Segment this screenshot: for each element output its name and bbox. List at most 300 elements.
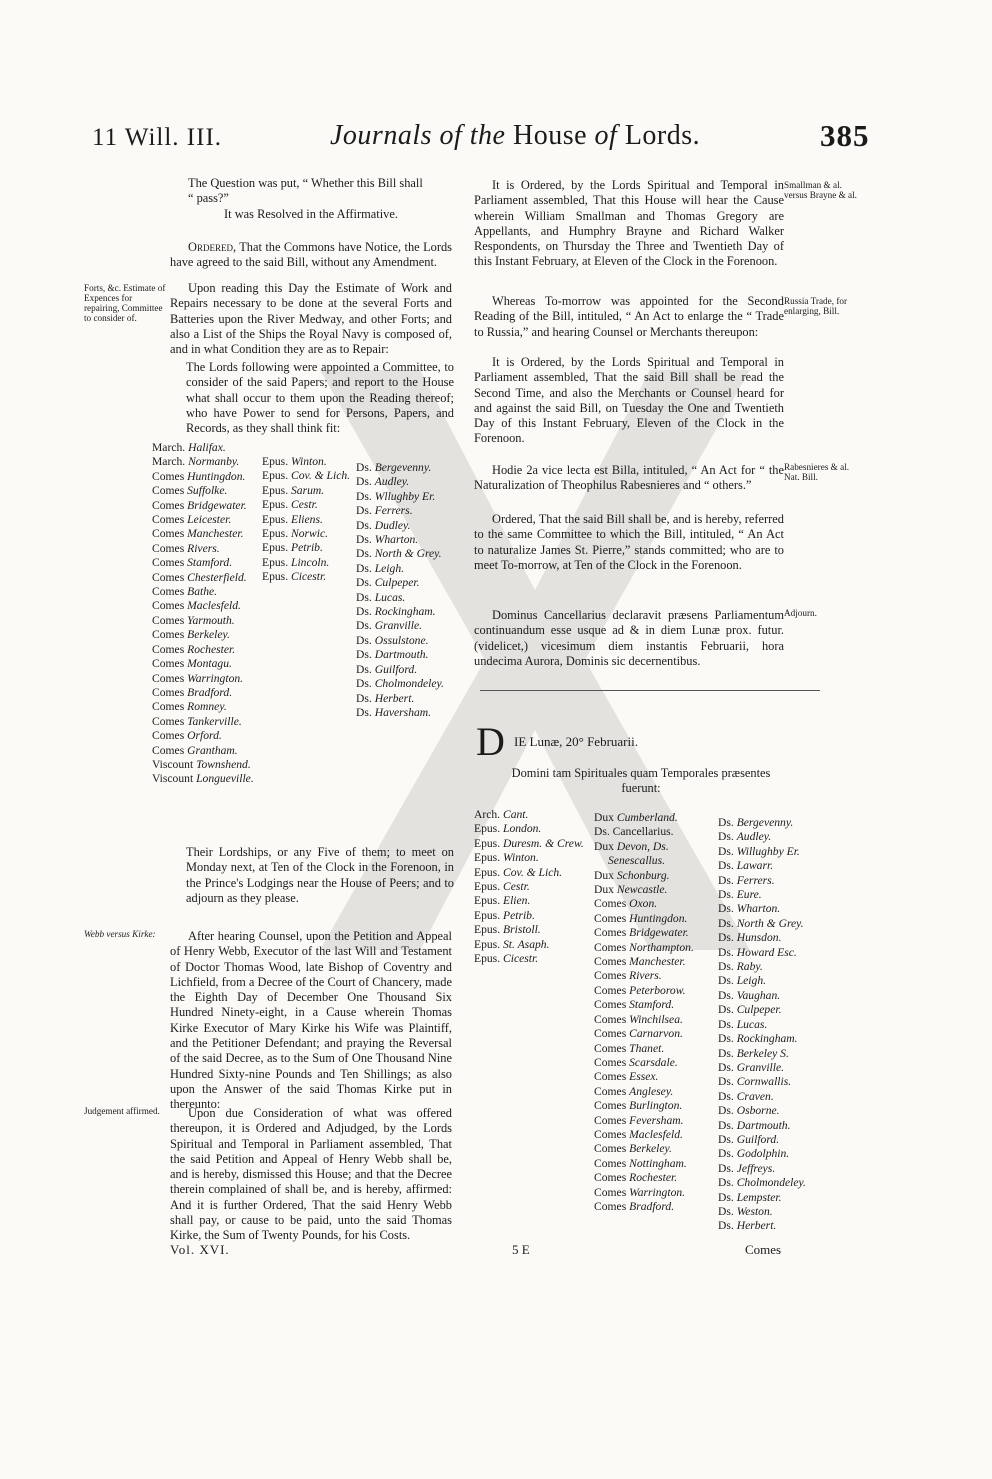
list-item-title: Ds.	[356, 461, 372, 474]
title-house: House	[513, 120, 588, 151]
list-item-title: Comes	[594, 911, 627, 925]
margin-note-webb: Webb versus Kirke:	[84, 929, 156, 939]
russia-para	[474, 294, 784, 340]
lordships-para	[186, 845, 454, 906]
list-item-name: Bathe.	[187, 585, 218, 599]
list-item-name: Herbert.	[736, 1219, 777, 1233]
list-item-title: Epus.	[262, 570, 289, 584]
webb-text: After hearing Counsel, upon the Petition and Appeal of Henry Webb, Executor of the last Will and Testament of Doctor Thomas Wood, late Bishop of Coventry and Lichfield, from a Decree of the Court of Chancery, made the Eighth Day of December One Thousand Six Hundred Ninety-eight, in a Cause wherein Thomas Kirke Executor of Mary Kirke his Wife was Plaintiff, and the Petitioner Defendant; and praying the Reversal of the said Decree, as to the Sum of One Thousand Nine Hundred Sixty-nine Pounds and Ten Shillings; as also upon the Answer of the said Thomas Kirke put in thereunto:	[170, 929, 452, 1112]
list-item-title: Epus.	[474, 894, 501, 908]
list-item	[718, 1061, 826, 1075]
list-item	[356, 663, 460, 677]
list-item-name: Berkeley.	[187, 628, 230, 642]
russia-order-text: It is Ordered, by the Lords Spiritual and Temporal in Parliament assembled, That the said Bill shall be read the Second Time, and also the Merchants or Counsel heard for and against the said Bill, on Tuesday the One and Twentieth Day of this Instant February, Eleven of the Clock in the Forenoon.	[474, 355, 784, 446]
list-item-title: Ds.	[356, 533, 372, 547]
list-item-title: Viscount	[152, 757, 194, 771]
list-item-title: Ds.	[718, 1046, 734, 1060]
list-item	[474, 952, 586, 966]
list-item-title: Ds.	[356, 475, 372, 489]
list-item-name: Petrib.	[291, 541, 323, 555]
list-item	[718, 845, 826, 859]
list-item-name: Bergevenny.	[374, 461, 432, 474]
committee-barons-list	[356, 461, 460, 720]
judgement-text: Upon due Consideration of what was offered thereupon, it is Ordered and Adjudged, by the Lords Spiritual and Temporal in Parliament assembled, That the said Petition and Appeal of Henry Webb shall be, and is hereby, dismissed this House; and that the Decree therein complained of shall be, and is hereby, affirmed: And it is further Ordered, That the said Henry Webb shall pay, or cause to be paid, unto the said Thomas Kirke, the Sum of Twenty Pounds, for his Costs.	[170, 1106, 452, 1243]
list-item-title: Ds.	[718, 1118, 734, 1132]
list-item	[356, 475, 460, 489]
list-item	[152, 599, 260, 613]
list-item	[262, 513, 352, 527]
question-line-1: The Question was put, “ Whether this Bill shall	[188, 176, 423, 190]
list-item	[718, 1176, 826, 1190]
list-item	[594, 1200, 712, 1214]
list-item-name: Warrington.	[629, 1185, 686, 1199]
list-item-title: Arch.	[474, 808, 501, 821]
list-item	[152, 758, 260, 772]
list-item-title: Comes	[152, 556, 185, 570]
list-item-title: Ds.	[356, 547, 372, 561]
list-item-title: Ds.	[718, 1060, 734, 1074]
list-item	[718, 1147, 826, 1161]
committee-para	[186, 360, 454, 436]
list-item	[356, 547, 460, 561]
list-item	[356, 677, 460, 691]
list-item-title: Comes	[152, 743, 185, 757]
list-item-title: Ds.	[718, 902, 734, 916]
list-item-title: Ds.	[718, 960, 734, 974]
list-item-title: Ds.	[718, 1219, 734, 1233]
list-item	[594, 998, 712, 1012]
list-item-title: Dux	[594, 883, 614, 897]
list-item	[594, 825, 712, 839]
list-item-title: Epus.	[474, 822, 501, 836]
list-item	[594, 1128, 712, 1142]
list-item-name: Cicestr.	[291, 570, 327, 584]
list-item	[718, 1018, 826, 1032]
list-item-name: Maclesfeld.	[187, 599, 241, 613]
list-item-title: Ds.	[356, 576, 372, 590]
list-item-title: Ds.	[356, 677, 372, 691]
list-item-name: Culpeper.	[736, 1003, 782, 1017]
dropcap-letter: D	[476, 719, 505, 764]
smallman-text: It is Ordered, by the Lords Spiritual and Temporal in Parliament assembled, That this House will hear the Cause wherein William Smallman and Thomas Gregory are Appellants, and Humphry Brayne and Richard Walker Respondents, on Thursday the Three and Twentieth Day of this Instant February, at Eleven of the Clock in the Forenoon.	[474, 178, 784, 269]
volume-number: Vol. XVI.	[170, 1242, 230, 1257]
list-item	[718, 874, 826, 888]
margin-note-judgement: Judgement affirmed.	[84, 1106, 160, 1116]
list-item-name: Bridgewater.	[187, 498, 247, 512]
present-heading-text: Domini tam Spirituales quam Temporales præsentes fuerunt:	[511, 766, 771, 796]
running-head-regnal-year: 11 Will. III.	[92, 124, 223, 151]
list-item-name: Winchilsea.	[629, 1012, 683, 1026]
list-item-name: Cholmondeley.	[374, 677, 444, 691]
list-item-name: Wllughby Er.	[374, 489, 436, 503]
list-item-name: Longueville.	[196, 772, 254, 786]
list-item	[152, 744, 260, 758]
list-item	[152, 729, 260, 743]
list-item-name: Bergevenny.	[736, 816, 794, 829]
list-item-title: Comes	[152, 513, 185, 527]
list-item-name: Audley.	[736, 830, 772, 844]
list-item-name: Peterborow.	[629, 983, 686, 997]
list-item-name: Elien.	[503, 894, 531, 908]
list-item	[474, 909, 586, 923]
list-item	[474, 923, 586, 937]
list-item	[718, 917, 826, 931]
list-item-title: Dux	[594, 811, 614, 824]
list-item	[152, 715, 260, 729]
list-item	[152, 499, 260, 513]
list-item-name: Herbert.	[374, 691, 415, 705]
list-item-title: Comes	[594, 1012, 627, 1026]
list-item-title: Comes	[152, 585, 185, 599]
list-item	[474, 880, 586, 894]
list-item-name: Granville.	[736, 1060, 785, 1074]
list-item-name: St. Asaph.	[503, 937, 550, 951]
list-item-title: Viscount	[152, 772, 194, 786]
list-item	[152, 772, 260, 786]
list-item-name: Ossulstone.	[374, 633, 429, 647]
list-item-name: Cov. & Lich.	[503, 865, 563, 879]
page-number: 385	[820, 118, 870, 153]
webb-para	[170, 929, 452, 1113]
question-block	[170, 176, 452, 222]
list-item-title: Ds.	[356, 705, 372, 719]
list-item-title: March.	[152, 455, 186, 469]
list-item-name: Eliens.	[291, 512, 323, 526]
list-item	[718, 1162, 826, 1176]
ordered-commons-text: , That the Commons have Notice, the Lords have agreed to the said Bill, without any Amendment.	[170, 240, 452, 270]
list-item-name: Audley.	[374, 475, 410, 489]
list-item-name: Raby.	[736, 960, 763, 974]
list-item-title: Comes	[152, 714, 185, 728]
present-barons-list	[718, 816, 826, 1234]
list-item	[594, 897, 712, 911]
list-item	[474, 822, 586, 836]
list-item-title: Comes	[152, 700, 185, 714]
list-item-name: Howard Esc.	[736, 945, 797, 959]
list-item	[594, 941, 712, 955]
list-item-name: Hunsdon.	[736, 931, 782, 945]
margin-note-smallman: Smallman & al. versus Brayne & al.	[784, 180, 857, 200]
list-item-name: London.	[503, 822, 542, 836]
list-item	[356, 619, 460, 633]
list-item	[262, 469, 352, 483]
list-item	[594, 1070, 712, 1084]
list-item-name: Leigh.	[736, 974, 767, 988]
list-item-title: Epus.	[262, 498, 289, 512]
title-lords: Lords.	[624, 120, 701, 151]
list-item-title: Comes	[594, 926, 627, 940]
list-item-name: Leicester.	[187, 513, 232, 527]
list-item-title: Epus.	[262, 455, 289, 468]
list-item	[152, 628, 260, 642]
list-item-title: Ds.	[718, 1089, 734, 1103]
list-item-name: Chesterfield.	[187, 570, 247, 584]
list-item-title: Ds.	[718, 1204, 734, 1218]
list-item-name: Lincoln.	[291, 555, 330, 569]
list-item-name: Stamford.	[629, 998, 675, 1012]
list-item	[474, 894, 586, 908]
list-item	[356, 692, 460, 706]
list-item-name: Oxon.	[629, 897, 658, 911]
list-item-name: Berkeley S.	[736, 1046, 789, 1060]
rabesnieres-para	[474, 463, 784, 494]
date-heading: IE Lunæ, 20° Februarii.	[514, 734, 638, 749]
list-item-title: Ds. Cancellarius.	[594, 825, 674, 839]
list-item-title: Comes	[594, 955, 627, 969]
list-item	[594, 1186, 712, 1200]
list-item-name: Feversham.	[629, 1113, 684, 1127]
list-item-title: Ds.	[718, 888, 734, 902]
list-item	[594, 1085, 712, 1099]
list-item-name: Cestr.	[503, 880, 530, 894]
list-item	[474, 808, 586, 822]
list-item-name: Cov. & Lich.	[291, 469, 351, 483]
list-item-title: Comes	[152, 628, 185, 642]
list-item-title: Comes	[594, 1156, 627, 1170]
list-item	[474, 851, 586, 865]
list-item-title: Ds.	[356, 590, 372, 604]
list-item	[718, 989, 826, 1003]
list-item	[356, 634, 460, 648]
question-line-2: “ pass?”	[188, 191, 229, 206]
list-item	[152, 672, 260, 686]
list-item-title: Comes	[594, 969, 627, 983]
list-item-name: Grantham.	[187, 743, 238, 757]
list-item-name: Nottingham.	[629, 1156, 687, 1170]
list-item-name: Cumberland.	[616, 811, 678, 824]
list-item-title: Comes	[152, 671, 185, 685]
list-item-title: Ds.	[356, 691, 372, 705]
russia-text: Whereas To-morrow was appointed for the Second Reading of the Bill, intituled, “ An Act to enlarge the “ Trade to Russia,” and hearing Counsel or Merchants thereupon:	[474, 294, 784, 339]
list-item	[152, 585, 260, 599]
list-item-title: Comes	[152, 498, 185, 512]
list-item	[356, 591, 460, 605]
list-item-title: Ds.	[718, 1147, 734, 1161]
list-item-name: Leigh.	[374, 561, 405, 575]
list-item-name: Yarmouth.	[187, 613, 235, 627]
list-item	[594, 912, 712, 926]
committee-earls-list	[152, 441, 260, 787]
list-item-title: Dux	[594, 868, 614, 882]
list-item-name: Huntingdon.	[187, 469, 246, 483]
list-item	[718, 1205, 826, 1219]
list-item-name: Devon, Ds. Senescallus.	[608, 839, 669, 868]
list-item	[152, 571, 260, 585]
list-item	[718, 1191, 826, 1205]
list-item-title: Ds.	[718, 988, 734, 1002]
list-item-name: Godolphin.	[736, 1147, 790, 1161]
list-item-name: Sarum.	[291, 483, 325, 497]
list-item-name: Suffolke.	[187, 484, 228, 498]
list-item	[718, 931, 826, 945]
list-item-name: Lucas.	[736, 1017, 768, 1031]
list-item-title: Ds.	[356, 662, 372, 676]
list-item-name: Essex.	[629, 1070, 659, 1084]
list-item-name: Wharton.	[374, 533, 419, 547]
list-item	[718, 1104, 826, 1118]
list-item	[152, 542, 260, 556]
list-item-name: Manchester.	[187, 527, 244, 541]
list-item-title: Comes	[152, 599, 185, 613]
list-item-name: Cestr.	[291, 498, 318, 512]
list-item	[356, 519, 460, 533]
list-item-title: Ds.	[718, 1161, 734, 1175]
list-item	[262, 541, 352, 555]
list-item-title: Epus.	[262, 541, 289, 555]
list-item	[718, 816, 826, 830]
list-item-name: Lempster.	[736, 1190, 782, 1204]
list-item-name: Wharton.	[736, 902, 781, 916]
list-item	[594, 1114, 712, 1128]
list-item	[474, 837, 586, 851]
list-item-title: Comes	[152, 484, 185, 498]
list-item	[718, 859, 826, 873]
list-item-title: Comes	[594, 1185, 627, 1199]
list-item-name: Newcastle.	[616, 883, 668, 897]
list-item	[152, 643, 260, 657]
list-item	[718, 1032, 826, 1046]
list-item-name: Norwic.	[291, 527, 329, 541]
title-of: of	[594, 120, 618, 151]
list-item-name: Burlington.	[629, 1099, 683, 1113]
margin-note-forts: Forts, &c. Estimate of Expences for repairing, Committee to consider of.	[84, 283, 166, 323]
list-item	[474, 866, 586, 880]
list-item-title: Ds.	[718, 1003, 734, 1017]
list-item-name: Eure.	[736, 888, 762, 902]
list-item-title: Ds.	[718, 1132, 734, 1146]
list-item-title: Ds.	[718, 1190, 734, 1204]
list-item-name: Manchester.	[629, 955, 686, 969]
list-item-name: Bradford.	[187, 685, 233, 699]
list-item	[152, 686, 260, 700]
title-of-the: of the	[439, 120, 506, 151]
list-item-title: Ds.	[356, 605, 372, 619]
list-item	[152, 470, 260, 484]
signature-mark: 5 E	[512, 1242, 530, 1257]
forts-text: Upon reading this Day the Estimate of Work and Repairs necessary to be done at the several Forts and Batteries upon the River Medway, and other Forts; and also a List of the Ships the Royal Navy is composed of, and in what Condition they are as to Repair:	[170, 281, 452, 357]
smallman-para	[474, 178, 784, 270]
catchword: Comes	[745, 1242, 782, 1257]
list-item-title: Ds.	[718, 1075, 734, 1089]
list-item	[262, 484, 352, 498]
list-item-name: Weston.	[736, 1204, 773, 1218]
list-item	[262, 455, 352, 469]
list-item-title: Epus.	[262, 512, 289, 526]
list-item-title: Ds.	[356, 648, 372, 662]
list-item-name: Osborne.	[736, 1104, 780, 1118]
list-item-name: Granville.	[374, 619, 423, 633]
list-item-title: Ds.	[718, 873, 734, 887]
ordered-word: Ordered	[188, 240, 233, 254]
committed-para	[474, 512, 784, 573]
margin-note-russia: Russia Trade, for enlarging, Bill.	[784, 296, 848, 316]
list-item-title: Dux	[594, 839, 614, 853]
list-item	[152, 484, 260, 498]
list-item-title: Ds.	[718, 1104, 734, 1118]
list-item-title: Ds.	[718, 1032, 734, 1046]
list-item-name: Huntingdon.	[629, 911, 688, 925]
list-item-title: Epus.	[262, 527, 289, 541]
list-item-name: Haversham.	[374, 705, 432, 719]
list-item	[594, 926, 712, 940]
list-item	[356, 490, 460, 504]
list-item-name: Ferrers.	[736, 873, 775, 887]
list-item-name: Culpeper.	[374, 576, 420, 590]
present-peers-list	[594, 811, 712, 1214]
list-item-title: Ds.	[356, 489, 372, 503]
list-item-name: North & Grey.	[374, 547, 442, 561]
list-item-title: Comes	[594, 1113, 627, 1127]
list-item-title: Comes	[594, 1027, 627, 1041]
list-item-title: March.	[152, 441, 186, 454]
list-item-name: Montagu.	[187, 657, 232, 671]
list-item	[356, 648, 460, 662]
list-item-title: Comes	[152, 729, 185, 743]
list-item-name: Dartmouth.	[736, 1118, 791, 1132]
list-item-name: Scarsdale.	[629, 1055, 678, 1069]
list-item	[594, 1099, 712, 1113]
list-item	[152, 657, 260, 671]
list-item-name: Schonburg.	[616, 868, 670, 882]
list-item-title: Comes	[594, 1171, 627, 1185]
list-item-name: Winton.	[291, 455, 327, 468]
list-item-name: Bridgewater.	[629, 926, 689, 940]
list-item-name: Berkeley.	[629, 1142, 672, 1156]
list-item	[152, 441, 260, 455]
list-item-name: Guilford.	[736, 1132, 780, 1146]
list-item-name: Willughby Er.	[736, 844, 800, 858]
list-item-name: Maclesfeld.	[629, 1127, 683, 1141]
list-item-title: Comes	[152, 613, 185, 627]
list-item-title: Epus.	[474, 908, 501, 922]
list-item-name: Bristoll.	[503, 923, 541, 937]
list-item-name: Romney.	[187, 700, 227, 714]
list-item-name: Duresm. & Crew.	[503, 836, 584, 850]
list-item-title: Ds.	[356, 561, 372, 575]
list-item-name: Townshend.	[196, 757, 251, 771]
adjourn-para	[474, 608, 784, 669]
list-item-name: Rochester.	[187, 642, 236, 656]
list-item-title: Comes	[152, 685, 185, 699]
list-item-title: Ds.	[718, 844, 734, 858]
running-head-title	[330, 120, 700, 152]
list-item-title: Ds.	[718, 974, 734, 988]
list-item-name: Guilford.	[374, 662, 418, 676]
list-item	[594, 1042, 712, 1056]
list-item-name: Rivers.	[629, 969, 662, 983]
list-item	[474, 938, 586, 952]
list-item-title: Comes	[152, 642, 185, 656]
list-item-name: Rockingham.	[736, 1032, 798, 1046]
list-item-name: Normanby.	[188, 455, 240, 469]
list-item	[594, 969, 712, 983]
russia-order-para	[474, 355, 784, 447]
committee-bishops-list	[262, 455, 352, 585]
list-item-name: Jeffreys.	[736, 1161, 776, 1175]
list-item-title: Ds.	[718, 830, 734, 844]
list-item-title: Comes	[594, 1099, 627, 1113]
list-item-title: Ds.	[718, 816, 734, 829]
list-item-name: Halifax.	[188, 441, 226, 454]
list-item-title: Epus.	[474, 836, 501, 850]
list-item-title: Comes	[152, 570, 185, 584]
list-item-title: Ds.	[356, 504, 372, 518]
list-item-title: Comes	[594, 1084, 627, 1098]
list-item-title: Ds.	[718, 859, 734, 873]
list-item-name: Cholmondeley.	[736, 1176, 806, 1190]
list-item-name: Tankerville.	[187, 714, 242, 728]
list-item	[594, 1171, 712, 1185]
